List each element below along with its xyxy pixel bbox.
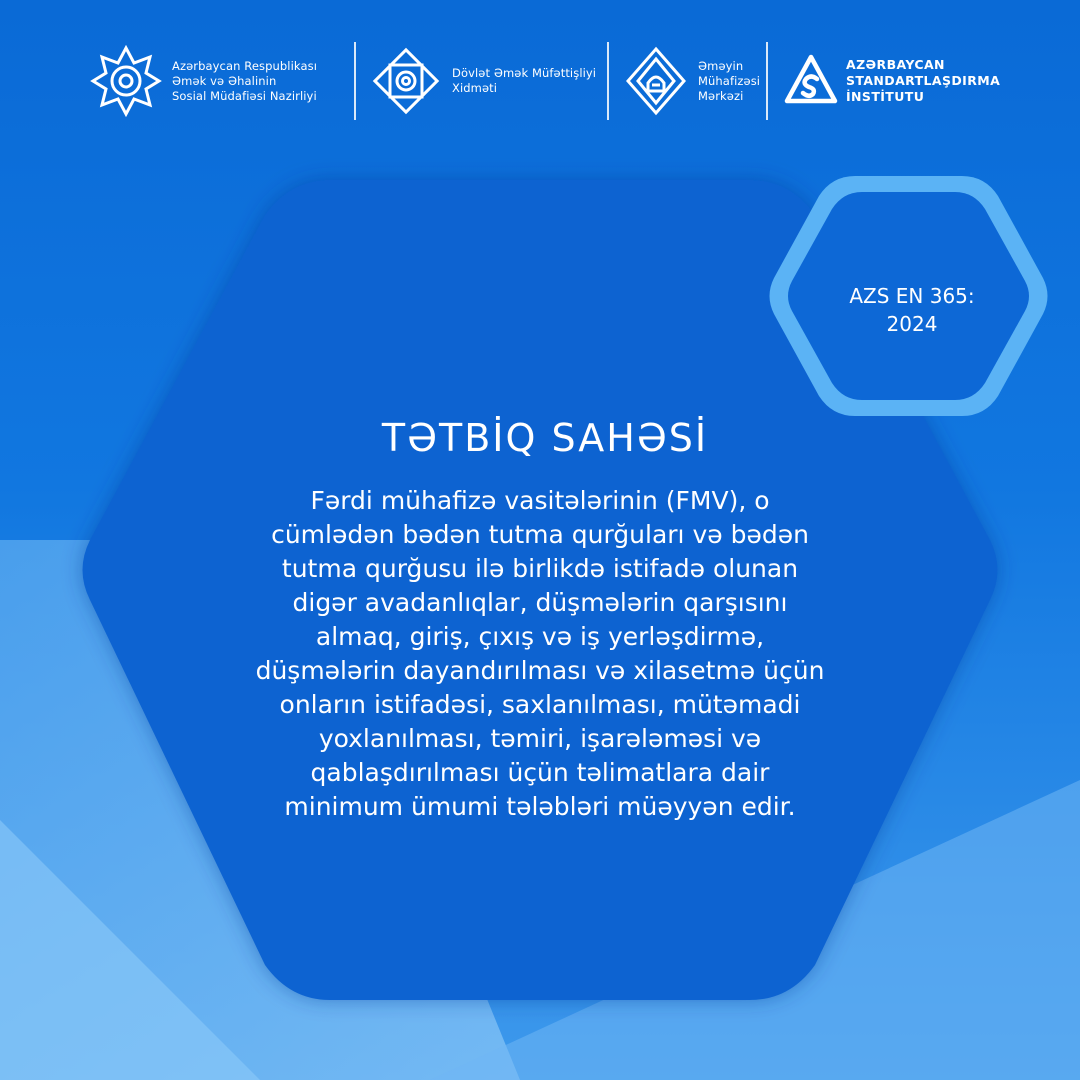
scope-description [170,484,910,824]
institute-name-line-2: STANDARTLAŞDIRMA [846,73,1001,88]
page-title: TƏTBİQ SAHƏSİ [381,416,709,460]
standardization-institute-logo [782,38,1000,124]
header-divider-3 [766,42,768,120]
description-line: yoxlanılması, təmiri, işarələməsi və [318,724,762,753]
institute-name-line-1: AZƏRBAYCAN [846,57,945,72]
ministry-name-line-1: Azərbaycan Respublikası [172,58,317,73]
inspection-name-line-1: Dövlət Əmək Müfəttişliyi [452,66,597,80]
standard-badge [812,282,1012,338]
standard-code: AZS EN 365: [849,284,975,308]
description-line: Fərdi mühafizə vasitələrinin (FMV), o [310,486,770,515]
labor-inspection-emblem-icon [370,45,442,117]
institute-name-line-3: İNSTİTUTU [846,89,925,104]
ministry-star-emblem-icon [90,45,162,117]
description-line: cümlədən bədən tutma qurğuları və bədən [271,520,809,549]
protection-name-line-2: Mühafizəsi [698,73,761,88]
description-line: digər avadanlıqlar, düşmələrin qarşısını [292,588,788,617]
description-line: onların istifadəsi, saxlanılması, mütəmadi [279,690,801,719]
protection-name-line-3: Mərkəzi [698,88,744,103]
description-line: düşmələrin dayandırılması və xilasetmə üçün [255,656,825,685]
inspection-name-line-2: Xidməti [452,81,498,95]
ministry-name-line-3: Sosial Müdafiəsi Nazirliyi [172,88,317,103]
labor-inspection-logo [370,38,596,124]
labor-protection-emblem-icon [622,45,690,117]
labor-protection-logo [622,38,760,124]
description-line: minimum ümumi tələbləri müəyyən edir. [284,792,796,821]
standardization-institute-logo-icon [782,52,840,110]
ministry-name-line-2: Əmək və Əhalinin [172,73,277,88]
header-divider-1 [354,42,356,120]
ministry-logo [90,38,317,124]
description-line: tutma qurğusu ilə birlikdə istifadə olunan [281,554,799,583]
header-divider-2 [607,42,609,120]
protection-name-line-1: Əməyin [698,58,744,73]
standard-year: 2024 [886,312,938,336]
description-line: qablaşdırılması üçün təlimatlara dair [310,758,770,787]
description-line: almaq, giriş, çıxış və iş yerləşdirmə, [315,622,765,651]
